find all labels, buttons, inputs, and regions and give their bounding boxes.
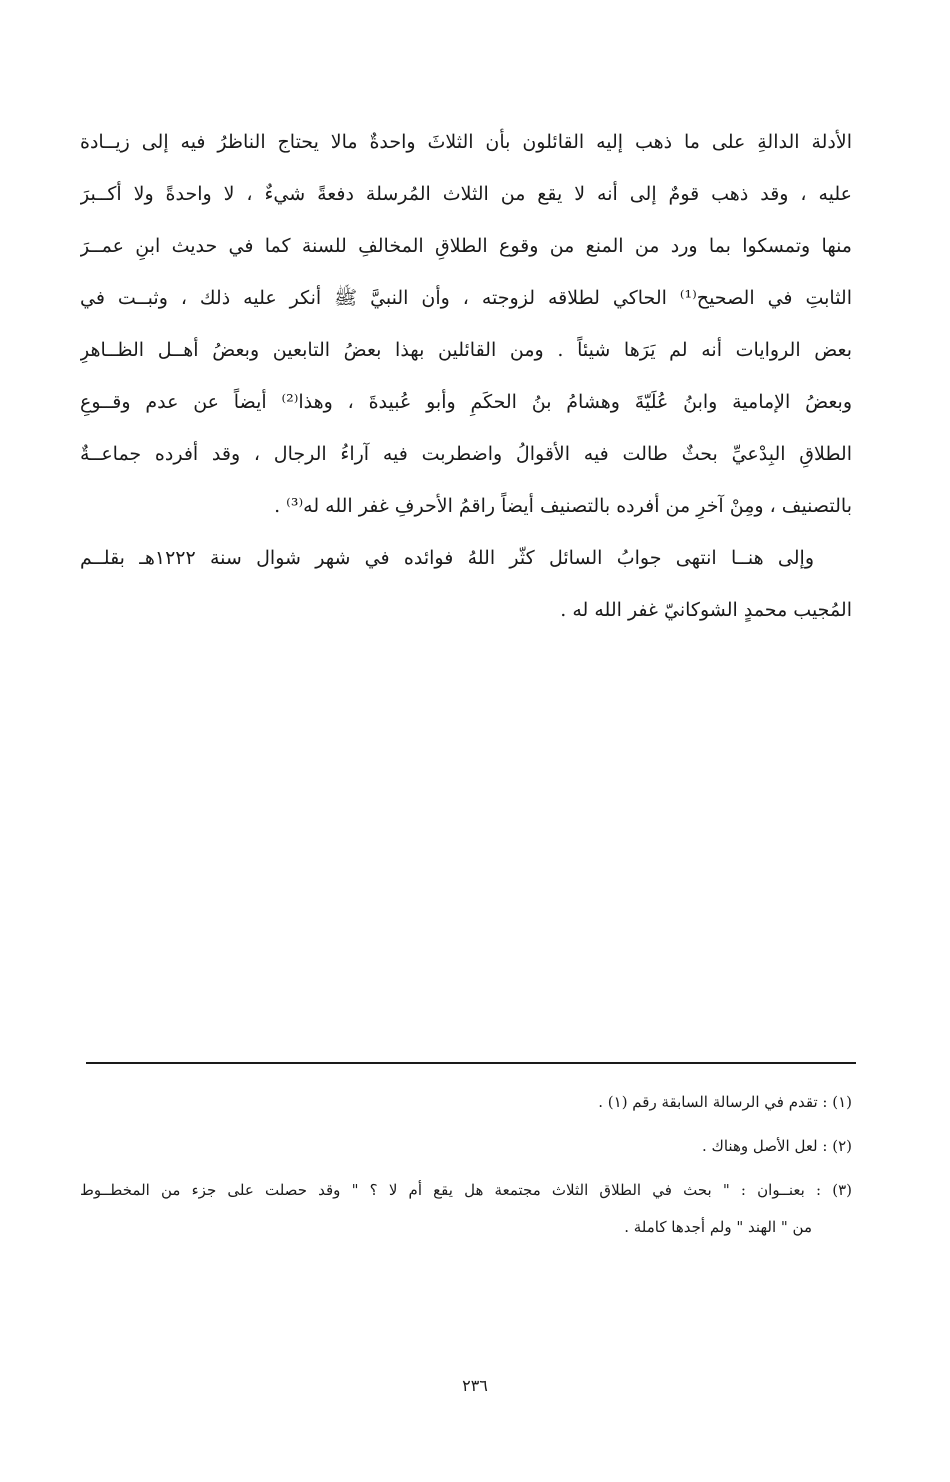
footnote-2: (٢) : لعل الأصل وهناك .: [701, 1137, 852, 1155]
text-line: الأدلة الدالةِ على ما ذهب إليه القائلون بأن الثلاثَ واحدةٌ مالا يحتاج الناظرُ فيه إلى زيــادة: [80, 131, 852, 153]
footnote-separator: [86, 1062, 856, 1064]
page-number: ٢٣٦: [462, 1376, 488, 1395]
text-line: بعض الروايات أنه لم يَرَها شيئاً . ومن القائلين بهذا بعضُ التابعين وبعضُ أهــل الظــاهرِ: [80, 339, 852, 361]
text-line: الثابتِ في الصحيح⁽¹⁾ الحاكي لطلاقه لزوجته ، وأن النبيَّ ﷺ أنكر عليه ذلك ، وثبــت في: [80, 287, 852, 309]
text-line: المُجيب محمدٍ الشوكانيّ غفر الله له .: [560, 599, 852, 621]
text-line: عليه ، وقد ذهب قومٌ إلى أنه لا يقع من الثلاث المُرسلة دفعةً شيءٌ ، لا واحدةً ولا أكــبرَ: [80, 183, 852, 205]
footnote-3: (٣) : بعنــوان : " بحث في الطلاق الثلاث مجتمعة هل يقع أم لا ؟ " وقد حصلت على جزء من المخطــوط: [80, 1181, 852, 1199]
text-line: وإلى هنــا انتهى جوابُ السائل كثّر اللهُ فوائده في شهر شوال سنة ١٢٢٢هـ بقلــم: [80, 547, 815, 569]
main-text: [80, 116, 852, 636]
text-line: بالتصنيف ، ومِنْ آخرِ من أفرده بالتصنيف أيضاً راقمُ الأحرفِ غفر الله له⁽³⁾ .: [274, 495, 852, 517]
footnotes: [80, 1080, 852, 1250]
text-line: وبعضُ الإمامية وابنُ عُلَيّةَ وهشامُ بنُ الحكَمِ وأبو عُبيدةَ ، وهذا⁽²⁾ أيضاً عن عدم وقــوعِ: [80, 391, 852, 413]
text-line: منها وتمسكوا بما ورد من المنع من وقوع الطلاقِ المخالفِ للسنة كما في حديث ابنِ عمــرَ: [80, 235, 852, 257]
footnote-3-continuation: من " الهند " ولم أجدها كاملة .: [624, 1218, 812, 1236]
footnote-1: (١) : تقدم في الرسالة السابقة رقم (١) .: [598, 1093, 852, 1111]
text-line: الطلاقِ البِدْعيِّ بحثٌ طالت فيه الأقوالُ واضطربت فيه آراءُ الرجال ، وقد أفرده جماعــةٌ: [80, 443, 852, 465]
